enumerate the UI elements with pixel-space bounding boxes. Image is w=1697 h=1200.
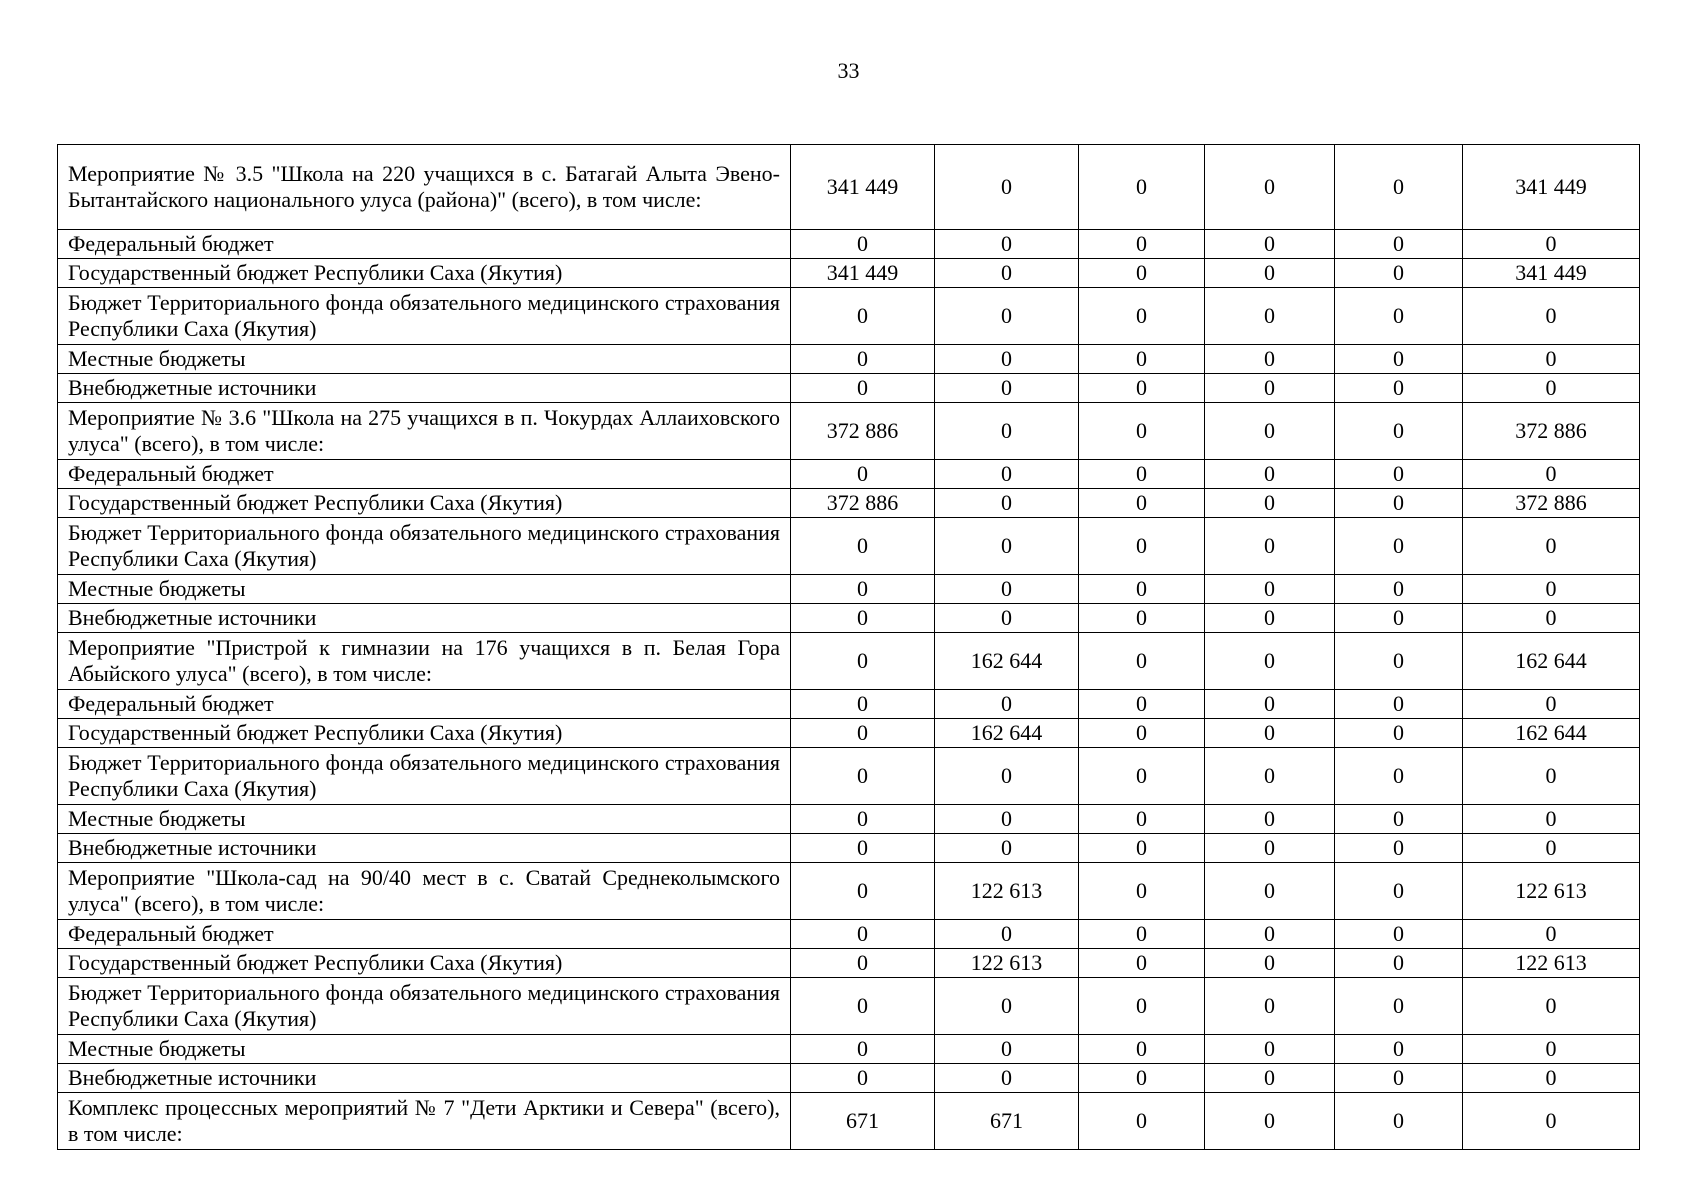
value-cell: 0 [1205, 489, 1335, 518]
value-cell: 0 [1079, 633, 1205, 690]
value-cell: 0 [935, 1064, 1079, 1093]
value-cell: 0 [791, 690, 935, 719]
value-cell: 0 [1079, 460, 1205, 489]
value-cell: 0 [935, 489, 1079, 518]
value-cell: 0 [791, 288, 935, 345]
value-cell: 372 886 [791, 403, 935, 460]
value-cell: 0 [1335, 145, 1463, 230]
value-cell: 0 [791, 920, 935, 949]
row-label: Внебюджетные источники [58, 834, 791, 863]
value-cell: 372 886 [1463, 403, 1640, 460]
value-cell: 0 [1335, 230, 1463, 259]
value-cell: 0 [1335, 805, 1463, 834]
value-cell: 0 [935, 805, 1079, 834]
value-cell: 671 [935, 1093, 1079, 1150]
value-cell: 0 [1463, 690, 1640, 719]
value-cell: 0 [1205, 288, 1335, 345]
value-cell: 0 [1205, 863, 1335, 920]
value-cell: 0 [1335, 690, 1463, 719]
value-cell: 0 [1079, 719, 1205, 748]
value-cell: 0 [1079, 1035, 1205, 1064]
value-cell: 0 [935, 230, 1079, 259]
value-cell: 0 [1335, 489, 1463, 518]
value-cell: 162 644 [1463, 719, 1640, 748]
row-label: Комплекс процессных мероприятий № 7 "Дети Арктики и Севера" (всего), в том числе: [58, 1093, 791, 1150]
table-row [58, 748, 1640, 805]
row-label: Местные бюджеты [58, 345, 791, 374]
value-cell: 0 [1335, 1064, 1463, 1093]
table-row [58, 288, 1640, 345]
value-cell: 341 449 [791, 259, 935, 288]
value-cell: 162 644 [935, 719, 1079, 748]
value-cell: 0 [1205, 403, 1335, 460]
table-row [58, 145, 1640, 230]
value-cell: 0 [791, 748, 935, 805]
value-cell: 0 [935, 834, 1079, 863]
value-cell: 0 [1335, 978, 1463, 1035]
value-cell: 0 [935, 259, 1079, 288]
value-cell: 0 [935, 748, 1079, 805]
value-cell: 0 [791, 834, 935, 863]
value-cell: 0 [1463, 374, 1640, 403]
row-label: Мероприятие № 3.6 "Школа на 275 учащихся в п. Чокурдах Аллаиховского улуса" (всего), в том числе: [58, 403, 791, 460]
value-cell: 0 [1463, 575, 1640, 604]
value-cell: 372 886 [1463, 489, 1640, 518]
value-cell: 0 [935, 374, 1079, 403]
row-label: Внебюджетные источники [58, 374, 791, 403]
table-row [58, 575, 1640, 604]
value-cell: 122 613 [1463, 949, 1640, 978]
value-cell: 0 [1335, 863, 1463, 920]
row-label: Бюджет Территориального фонда обязательного медицинского страхования Республики Саха (Якутия) [58, 518, 791, 575]
value-cell: 0 [791, 230, 935, 259]
value-cell: 0 [935, 690, 1079, 719]
value-cell: 0 [935, 145, 1079, 230]
value-cell: 0 [1463, 460, 1640, 489]
row-label: Государственный бюджет Республики Саха (Якутия) [58, 949, 791, 978]
row-label: Мероприятие "Пристрой к гимназии на 176 учащихся в п. Белая Гора Абыйского улуса" (всего), в том числе: [58, 633, 791, 690]
value-cell: 372 886 [791, 489, 935, 518]
value-cell: 0 [1335, 920, 1463, 949]
value-cell: 0 [791, 949, 935, 978]
value-cell: 0 [791, 518, 935, 575]
value-cell: 0 [1205, 633, 1335, 690]
value-cell: 0 [791, 863, 935, 920]
value-cell: 0 [1335, 403, 1463, 460]
value-cell: 0 [1205, 259, 1335, 288]
value-cell: 0 [791, 345, 935, 374]
value-cell: 0 [1079, 748, 1205, 805]
value-cell: 0 [791, 805, 935, 834]
value-cell: 0 [1463, 978, 1640, 1035]
value-cell: 0 [1079, 489, 1205, 518]
table-row [58, 604, 1640, 633]
table-row [58, 920, 1640, 949]
value-cell: 0 [1335, 575, 1463, 604]
value-cell: 0 [1335, 633, 1463, 690]
table-row [58, 633, 1640, 690]
value-cell: 0 [1205, 949, 1335, 978]
value-cell: 0 [1079, 345, 1205, 374]
row-label: Местные бюджеты [58, 805, 791, 834]
row-label: Бюджет Территориального фонда обязательного медицинского страхования Республики Саха (Якутия) [58, 978, 791, 1035]
value-cell: 0 [1079, 1093, 1205, 1150]
value-cell: 0 [1335, 1035, 1463, 1064]
value-cell: 122 613 [1463, 863, 1640, 920]
table-row [58, 949, 1640, 978]
budget-table [57, 144, 1640, 1150]
value-cell: 0 [1335, 604, 1463, 633]
value-cell: 0 [1205, 604, 1335, 633]
value-cell: 0 [791, 460, 935, 489]
value-cell: 0 [1079, 374, 1205, 403]
value-cell: 0 [1205, 460, 1335, 489]
value-cell: 0 [935, 403, 1079, 460]
row-label: Федеральный бюджет [58, 690, 791, 719]
value-cell: 0 [1205, 374, 1335, 403]
value-cell: 671 [791, 1093, 935, 1150]
value-cell: 0 [1079, 230, 1205, 259]
value-cell: 0 [1205, 518, 1335, 575]
value-cell: 0 [1463, 604, 1640, 633]
value-cell: 0 [935, 575, 1079, 604]
value-cell: 0 [1205, 719, 1335, 748]
value-cell: 0 [935, 1035, 1079, 1064]
value-cell: 0 [1079, 259, 1205, 288]
row-label: Бюджет Территориального фонда обязательного медицинского страхования Республики Саха (Якутия) [58, 748, 791, 805]
page-number: 33 [837, 58, 860, 83]
table-row [58, 690, 1640, 719]
table-row [58, 863, 1640, 920]
row-label: Внебюджетные источники [58, 604, 791, 633]
value-cell: 0 [1463, 345, 1640, 374]
row-label: Федеральный бюджет [58, 920, 791, 949]
value-cell: 0 [1335, 719, 1463, 748]
value-cell: 341 449 [791, 145, 935, 230]
value-cell: 0 [1463, 518, 1640, 575]
value-cell: 0 [1079, 575, 1205, 604]
value-cell: 0 [1205, 1035, 1335, 1064]
value-cell: 0 [935, 460, 1079, 489]
row-label: Внебюджетные источники [58, 1064, 791, 1093]
value-cell: 0 [1205, 1064, 1335, 1093]
value-cell: 0 [1079, 288, 1205, 345]
value-cell: 0 [1079, 403, 1205, 460]
value-cell: 0 [1079, 604, 1205, 633]
value-cell: 0 [1205, 230, 1335, 259]
value-cell: 162 644 [935, 633, 1079, 690]
value-cell: 0 [935, 288, 1079, 345]
value-cell: 0 [1079, 145, 1205, 230]
value-cell: 0 [1463, 1093, 1640, 1150]
value-cell: 0 [1335, 460, 1463, 489]
value-cell: 0 [1335, 518, 1463, 575]
value-cell: 0 [1205, 978, 1335, 1035]
value-cell: 0 [1463, 834, 1640, 863]
table-row [58, 374, 1640, 403]
value-cell: 341 449 [1463, 145, 1640, 230]
value-cell: 0 [1463, 288, 1640, 345]
row-label: Бюджет Территориального фонда обязательного медицинского страхования Республики Саха (Якутия) [58, 288, 791, 345]
table-row [58, 460, 1640, 489]
value-cell: 0 [1335, 949, 1463, 978]
value-cell: 0 [1205, 145, 1335, 230]
value-cell: 0 [1079, 920, 1205, 949]
table-row [58, 978, 1640, 1035]
row-label: Мероприятие № 3.5 "Школа на 220 учащихся в с. Батагай Алыта Эвено-Бытантайского национального улуса (района)" (всего), в том числе: [58, 145, 791, 230]
value-cell: 0 [1079, 690, 1205, 719]
value-cell: 0 [1463, 920, 1640, 949]
row-label: Федеральный бюджет [58, 230, 791, 259]
value-cell: 0 [935, 978, 1079, 1035]
row-label: Государственный бюджет Республики Саха (Якутия) [58, 489, 791, 518]
value-cell: 0 [791, 719, 935, 748]
value-cell: 0 [1463, 1064, 1640, 1093]
value-cell: 0 [1079, 949, 1205, 978]
table-row [58, 1064, 1640, 1093]
value-cell: 0 [1335, 259, 1463, 288]
value-cell: 0 [791, 1064, 935, 1093]
value-cell: 0 [791, 374, 935, 403]
value-cell: 0 [1463, 748, 1640, 805]
value-cell: 0 [1335, 834, 1463, 863]
value-cell: 0 [791, 575, 935, 604]
value-cell: 0 [1463, 805, 1640, 834]
table-row [58, 230, 1640, 259]
value-cell: 0 [1205, 345, 1335, 374]
value-cell: 0 [791, 978, 935, 1035]
value-cell: 0 [1335, 374, 1463, 403]
table-row [58, 489, 1640, 518]
table-row [58, 719, 1640, 748]
value-cell: 0 [935, 604, 1079, 633]
budget-table-body [58, 145, 1640, 1150]
value-cell: 341 449 [1463, 259, 1640, 288]
value-cell: 122 613 [935, 949, 1079, 978]
row-label: Местные бюджеты [58, 575, 791, 604]
value-cell: 162 644 [1463, 633, 1640, 690]
value-cell: 0 [1335, 345, 1463, 374]
value-cell: 0 [1079, 805, 1205, 834]
row-label: Местные бюджеты [58, 1035, 791, 1064]
table-row [58, 259, 1640, 288]
value-cell: 0 [935, 518, 1079, 575]
value-cell: 0 [1335, 748, 1463, 805]
table-row [58, 1093, 1640, 1150]
value-cell: 0 [935, 345, 1079, 374]
value-cell: 0 [1205, 1093, 1335, 1150]
value-cell: 0 [791, 604, 935, 633]
table-row [58, 345, 1640, 374]
value-cell: 0 [1205, 834, 1335, 863]
value-cell: 0 [1079, 978, 1205, 1035]
row-label: Государственный бюджет Республики Саха (Якутия) [58, 719, 791, 748]
value-cell: 122 613 [935, 863, 1079, 920]
value-cell: 0 [935, 920, 1079, 949]
value-cell: 0 [1335, 1093, 1463, 1150]
table-row [58, 518, 1640, 575]
value-cell: 0 [1079, 863, 1205, 920]
table-row [58, 834, 1640, 863]
row-label: Мероприятие "Школа-сад на 90/40 мест в с. Сватай Среднеколымского улуса" (всего), в том числе: [58, 863, 791, 920]
value-cell: 0 [1205, 748, 1335, 805]
value-cell: 0 [1463, 1035, 1640, 1064]
value-cell: 0 [1205, 920, 1335, 949]
table-row [58, 1035, 1640, 1064]
value-cell: 0 [1205, 690, 1335, 719]
value-cell: 0 [1205, 575, 1335, 604]
value-cell: 0 [1079, 518, 1205, 575]
value-cell: 0 [1463, 230, 1640, 259]
row-label: Федеральный бюджет [58, 460, 791, 489]
value-cell: 0 [791, 1035, 935, 1064]
value-cell: 0 [791, 633, 935, 690]
value-cell: 0 [1079, 1064, 1205, 1093]
row-label: Государственный бюджет Республики Саха (Якутия) [58, 259, 791, 288]
value-cell: 0 [1205, 805, 1335, 834]
value-cell: 0 [1335, 288, 1463, 345]
table-row [58, 403, 1640, 460]
value-cell: 0 [1079, 834, 1205, 863]
table-row [58, 805, 1640, 834]
